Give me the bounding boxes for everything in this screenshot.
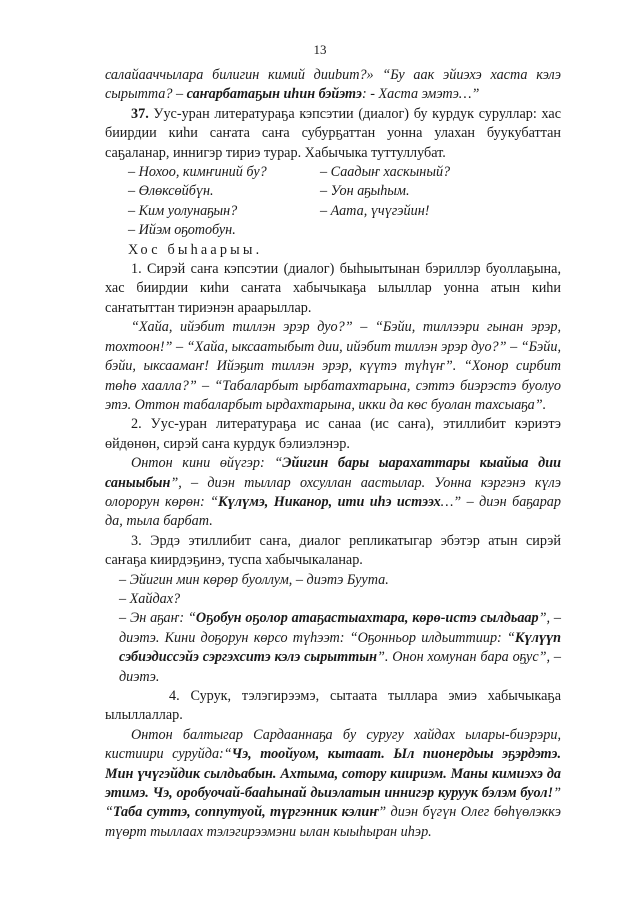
example-quote-3 <box>105 609 561 687</box>
quote-text: салайааччылара билигин кимий дииbит?» “Бу аак эйиэхэ хаста кэлэ сырытта? – <box>105 67 561 103</box>
example-text: “Хайа, ийэбит тиллэн эрэр дуо?” – “Бэйи, тиллээри гынан эрэр, тохтоон!” – “Хайа, ыксаатыбыт дии, ийэбит тиллэн эрэр дуо?” – “Бэйи, бэйи, ыксаамаҥ! Ийэҕит тиллэн эрэр, күүтэ түһүҥ”. “Хонор сирбит төһө хаалла?” – “Табаларбыт ырбатахтарына, сэттэ биэрэстэ буолуо этэ. Оттон табаларбыт ырдахтарына, икки да көс буолан тахсыаҕа”. <box>105 319 561 413</box>
example-text: ”, – диэн тыллар охсуллан аастылар. Уонна кэргэнэ күлэ олорорун көрөн: “ <box>105 474 561 510</box>
example-line <box>105 590 561 609</box>
example-emphasis: Таба суттэ, соппутуой, түргэнник кэлиҥ <box>112 804 379 821</box>
example-text: ”. Онон хомунан бара оҕус”, – диэтэ. <box>119 649 561 685</box>
rule-number: 37. <box>131 105 149 122</box>
page-content <box>105 66 561 842</box>
dialog-line: – Уон аҕыһым. <box>320 183 410 200</box>
example-text: ” “ <box>105 785 561 821</box>
example-emphasis: Оҕобун оҕолор атаҕастыахтара, көрө-истэ сылдьаар <box>195 610 539 627</box>
paragraph-note-2: 2. Уус-уран литератураҕа ис санаа (ис саҥа), этиллибит кэриэтэ өйдөнөн, сирэй саҥа курдук бэлиэлэнэр. <box>105 416 561 452</box>
dialog-line-text: – Ийэм оҕотобун. <box>128 222 236 239</box>
dialog-line: – Ким уолунаҕын? <box>128 202 238 219</box>
dialog-example <box>105 163 561 221</box>
example-quote-4 <box>105 726 561 842</box>
example-quote-1 <box>105 318 561 415</box>
dialog-line: – Нохоо, кимҥиний бу? <box>128 164 267 181</box>
example-text: Онтон балтыгар Сардааннаҕа бу суругу хайдах ылары-биэрэри, кистиири суруйда:“ <box>105 726 561 763</box>
quote-emphasis: саҥарбатаҕын иһин бэйэтэ <box>186 86 362 103</box>
example-emphasis: Күлүмэ, Никанор, ити иһэ истээх <box>218 493 441 510</box>
dialog-line: – Аата, үчүгэйин! <box>320 202 430 219</box>
dialog-line <box>105 221 561 240</box>
example-emphasis: Чэ, тоойуом, кытаат. Ыл пионердыы эҕэрдэтэ. Мин үчүгэйдик сылдьабын. Ахтыма, сотору киириэм. Маны кимиэхэ да этимэ. Чэ, оробуочай-бааһынай дьиэлатын иннигэр куруук бэлэм буол! <box>105 746 561 802</box>
paragraph-continued-quote <box>105 66 561 105</box>
rule-text: Уус-уран литератураҕа кэпсэтии (диалог) бу курдук суруллар: хас биирдии киһи саҥата саҥа субурҕаттан уонна улахан буукубаттан саҕаланар, иннигэр тириэ турар. Хабычыка туттуллубат. <box>105 105 561 161</box>
example-emphasis: Күлүүп сэбиэдиссэйэ сэргэхситэ кэлэ сырыттын <box>119 629 561 666</box>
paragraph-rule-37 <box>105 105 561 163</box>
example-text: – Эн аҕаҥ: “ <box>119 610 196 627</box>
dialog-line: – Саадыҥ хаскыный? <box>320 164 451 181</box>
example-line <box>105 571 561 590</box>
example-emphasis: Эйигин бары ыарахаттары кыайыа дии саныыбын <box>105 455 561 491</box>
example-text: – Эйигин мин көрөр буоллум, – диэтэ Буута. <box>119 571 389 588</box>
paragraph-note-4: 4. Сурук, тэлэгирээмэ, сытаата тыллара эмиэ хабычыкаҕа ылыллаллар. <box>105 688 561 724</box>
example-text: – Хайдах? <box>119 590 181 607</box>
example-text: ” диэн бүгүн Олег бөһүөлэккэ түөрт тыллаах тэлэгирээмэни ылан кыыһыран иһэр. <box>105 804 561 840</box>
example-quote-2 <box>105 454 561 532</box>
dialog-line: – Өлөксөйбүн. <box>128 183 214 200</box>
paragraph-note-3: 3. Эрдэ этиллибит саҥа, диалог репликатыгар эбэтэр атын сирэй саҥаҕа киирдэҕинэ, туспа хабычыкаланар. <box>105 532 561 569</box>
page-number: 13 <box>313 42 327 57</box>
example-text: …” – диэн баҕарар да, тыла барбат. <box>105 493 561 530</box>
paragraph-note-1: 1. Сирэй саҥа кэпсэтии (диалог) быһыытынан бэриллэр буоллаҕына, хас биирдии киһи саҥата хабычыкаҕа ылыллар уонна атын киһи саҥатыттан тириэнэн араарыллар. <box>105 261 561 316</box>
example-text: Онтон кини өйүгэр: “ <box>131 455 283 472</box>
section-heading: Хос быһаарыы. <box>128 241 263 258</box>
example-text: ”, – диэтэ. Кини доҕорун көрсо түһээт: “Оҕонньор илдьиттиир: “ <box>119 610 562 646</box>
quote-tail: : - Хаста эмэтэ…” <box>361 86 480 103</box>
